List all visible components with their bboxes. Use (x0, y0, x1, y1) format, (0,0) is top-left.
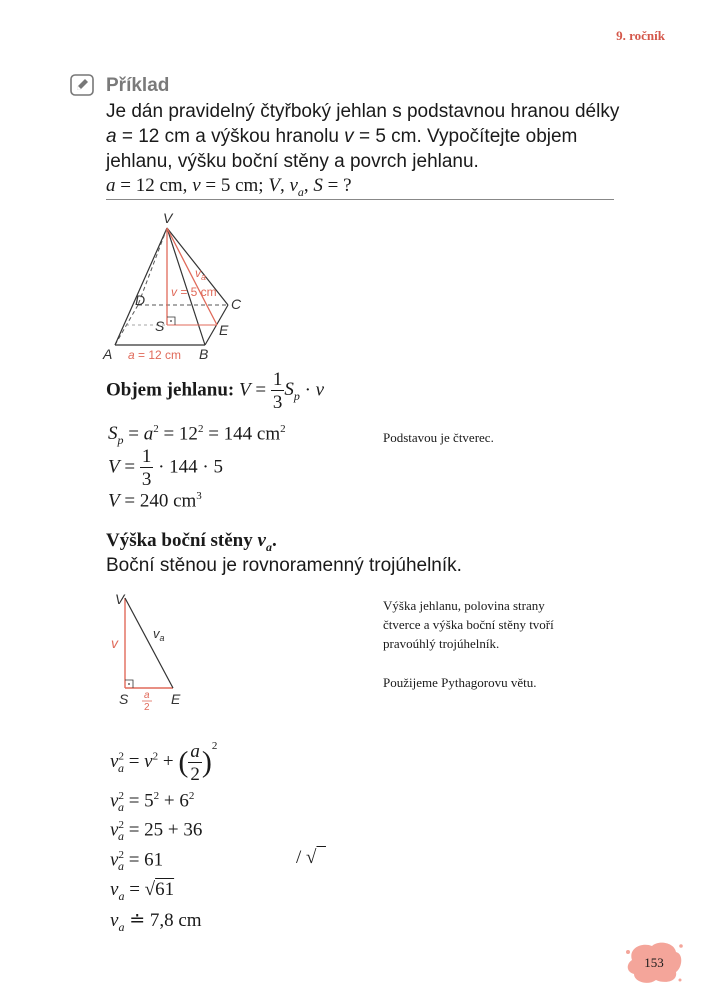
tri-label-S: S (119, 691, 129, 707)
label-B: B (199, 346, 209, 362)
page-number: 153 (644, 955, 664, 970)
step-3: $v^2_a = 25 + 36$ (110, 819, 203, 844)
label-v-5cm: v = 5 cm (171, 285, 217, 299)
side-height-text: Boční stěnou je rovnoramenný trojúhelník. (106, 555, 462, 576)
tri-label-two: 2 (144, 702, 150, 713)
volume-result: V = 240 $cm^3$ (108, 490, 202, 512)
divider (106, 199, 614, 200)
task-line-3: jehlanu, výšku boční stěny a povrch jehlanu. (106, 151, 479, 172)
grade-label: 9. ročník (616, 28, 665, 43)
given-line: a = 12 cm, v = 5 cm; V, $v_a$, S = ? (106, 175, 352, 199)
page-number-badge (624, 938, 684, 986)
label-E: E (219, 322, 229, 338)
triangle-note: Výška jehlanu, polovina strany čtverce a výška boční stěny tvoří pravoúhlý trojúhelník. (383, 598, 554, 651)
tri-label-va: $v_a$ (153, 626, 165, 643)
label-A: A (103, 346, 113, 362)
label-S: S (155, 318, 165, 334)
tri-label-v: v (111, 635, 118, 651)
label-a-12cm: a = 12 cm (128, 348, 182, 362)
pyramid-figure (95, 205, 265, 365)
step-1: $v^2_a = v^2$ + ( $\frac{a}{2}$ )$^2$ (110, 740, 218, 785)
task-line-2: a = 12 cm a výškou hranolu v = 5 cm. Vypočítejte objem (106, 126, 578, 147)
example-title: Příklad (106, 75, 170, 96)
tri-label-a: a (144, 690, 150, 701)
tri-label-E: E (171, 691, 181, 707)
step-6: $v_a$ ≐ 7,8 cm (110, 910, 202, 934)
base-note: Podstavou je čtverec. (383, 430, 494, 445)
right-triangle-figure (105, 588, 195, 713)
volume-formula: Objem jehlanu: V = $\frac{1}{3}$ $S_p \cdot v$ (106, 369, 325, 413)
pythagoras-note: Použijeme Pythagorovu větu. (383, 675, 537, 690)
step-5: $v_a = √61$ (110, 879, 175, 903)
label-V: V (163, 210, 173, 226)
step-2: $v^2_a = 5^2 + 6^2$ (110, 790, 195, 815)
volume-substitution: V = $\frac{1}{3}$ · 144 · 5 (108, 446, 223, 490)
pencil-icon (70, 74, 94, 96)
tri-label-V: V (115, 591, 125, 607)
side-height-heading: Výška boční stěny $v_a$. (106, 530, 277, 554)
sqrt-operation-note: / √ (296, 847, 317, 868)
step-4: $v^2_a = 61$ (110, 849, 164, 874)
label-C: C (231, 296, 242, 312)
label-va: $v_a$ (195, 266, 207, 282)
label-D: D (135, 292, 146, 308)
base-area-step: $S_p = a^2 = 12^2 = 144$ $cm^2$ (108, 423, 286, 448)
task-line-1: Je dán pravidelný čtyřboký jehlan s podstavnou hranou délky (106, 101, 620, 122)
